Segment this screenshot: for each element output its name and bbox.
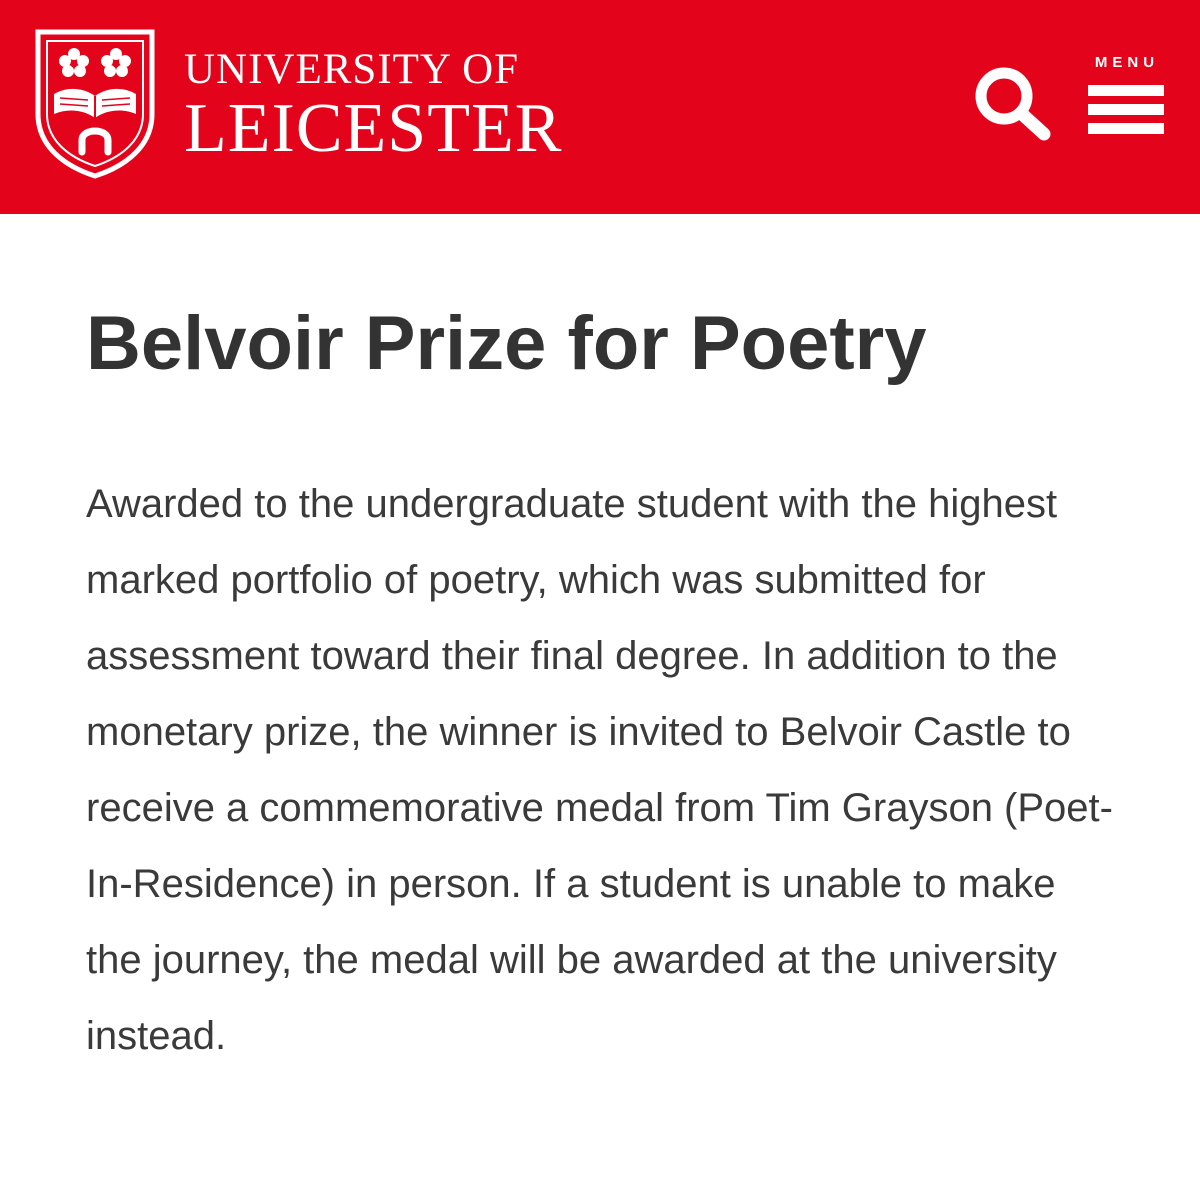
prize-description: Awarded to the undergraduate student with the highest marked portfolio of poetry, which was submitted for assessment toward their final degree. In addition to the monetary prize, the winner is invited to Belvoir Castle to receive a commemorative medal from Tim Grayson (Poet-In-Residence) in person. If a student is unable to make the journey, the medal will be awarded at the university instead. — [86, 482, 1113, 1058]
wordmark-line2: LEICESTER — [184, 90, 563, 167]
search-icon — [966, 62, 1056, 142]
menu-button[interactable] — [1082, 54, 1172, 140]
menu-label: MENU — [1094, 54, 1160, 71]
university-crest-icon — [34, 28, 156, 180]
wordmark-line1: UNIVERSITY OF — [184, 46, 520, 93]
hamburger-icon — [1088, 85, 1164, 133]
page-title: Belvoir Prize for Poetry — [86, 301, 927, 386]
university-wordmark — [184, 46, 563, 167]
site-header — [0, 0, 1200, 214]
search-button[interactable] — [966, 62, 1056, 142]
